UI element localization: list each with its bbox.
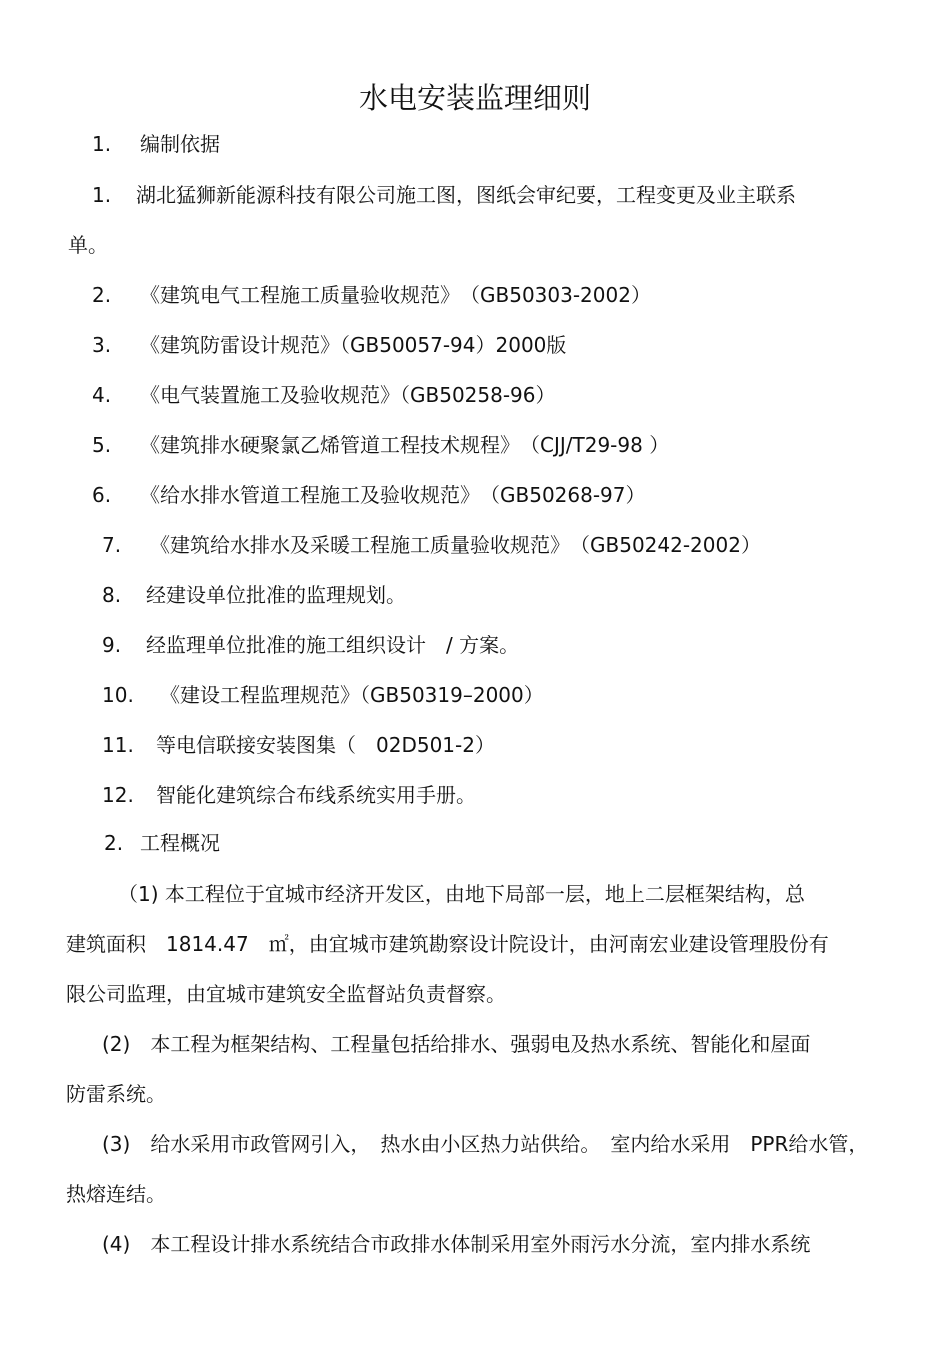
paragraph-line: 限公司监理，由宜城市建筑安全监督站负责督察。 [66, 982, 506, 1006]
paragraph-line: 热熔连结。 [66, 1182, 166, 1206]
list-item-number: 4. [92, 383, 112, 407]
list-item-text: 《电气装置施工及验收规范》（GB50258-96） [140, 383, 556, 407]
paragraph-line: (3) 给水采用市政管网引入， 热水由小区热力站供给。 室内给水采用 PPR给水管， [102, 1132, 869, 1156]
list-item-number: 5. [92, 433, 112, 457]
section1-heading: 编制依据 [140, 132, 220, 156]
section2-number: 2. [104, 831, 124, 855]
list-item-text: 《建设工程监理规范》（GB50319–2000） [160, 683, 544, 707]
section2-heading: 工程概况 [140, 831, 220, 855]
paragraph-line: (4) 本工程设计排水系统结合市政排水体制采用室外雨污水分流，室内排水系统 [102, 1232, 811, 1256]
list-item-number: 10. [102, 683, 134, 707]
document-title: 水电安装监理细则 [358, 81, 591, 115]
list-item-number: 2. [92, 283, 112, 307]
paragraph-line: 建筑面积 1814.47 ㎡，由宜城市建筑勘察设计院设计，由河南宏业建设管理股份有 [66, 932, 829, 956]
list-item-text: 等电信联接安装图集（ 02D501-2） [156, 733, 495, 757]
list-item-number: 8. [102, 583, 122, 607]
list-item-text: 《建筑给水排水及采暖工程施工质量验收规范》 （GB50242-2002） [150, 533, 761, 557]
paragraph-line: (2) 本工程为框架结构、工程量包括给排水、强弱电及热水系统、智能化和屋面 [102, 1032, 811, 1056]
list-item-text: 智能化建筑综合布线系统实用手册。 [156, 783, 476, 807]
list-item-number: 9. [102, 633, 122, 657]
list-item-number: 11. [102, 733, 134, 757]
paragraph-line: 防雷系统。 [66, 1082, 166, 1106]
list-item-text: 《建筑排水硬聚氯乙烯管道工程技术规程》 （CJJ/T29-98 ） [140, 433, 670, 457]
list-item-text: 《建筑防雷设计规范》（GB50057-94）2000版 [140, 333, 567, 357]
list-item-number: 3. [92, 333, 112, 357]
list-item-number: 6. [92, 483, 112, 507]
list-item-text: 《给水排水管道工程施工及验收规范》 （GB50268-97） [140, 483, 646, 507]
list-item-text: 经建设单位批准的监理规划。 [146, 583, 406, 607]
list-item-number: 1. [92, 183, 112, 207]
list-item-number: 7. [102, 533, 122, 557]
list-item-continuation: 单。 [68, 233, 108, 257]
paragraph-line: （1) 本工程位于宜城市经济开发区，由地下局部一层，地上二层框架结构，总 [118, 882, 805, 906]
list-item-number: 12. [102, 783, 134, 807]
list-item-text: 湖北猛狮新能源科技有限公司施工图，图纸会审纪要，工程变更及业主联系 [136, 183, 796, 207]
list-item-text: 经监理单位批准的施工组织设计 / 方案。 [146, 633, 520, 657]
section1-number: 1. [92, 132, 112, 156]
list-item-text: 《建筑电气工程施工质量验收规范》 （GB50303-2002） [140, 283, 651, 307]
